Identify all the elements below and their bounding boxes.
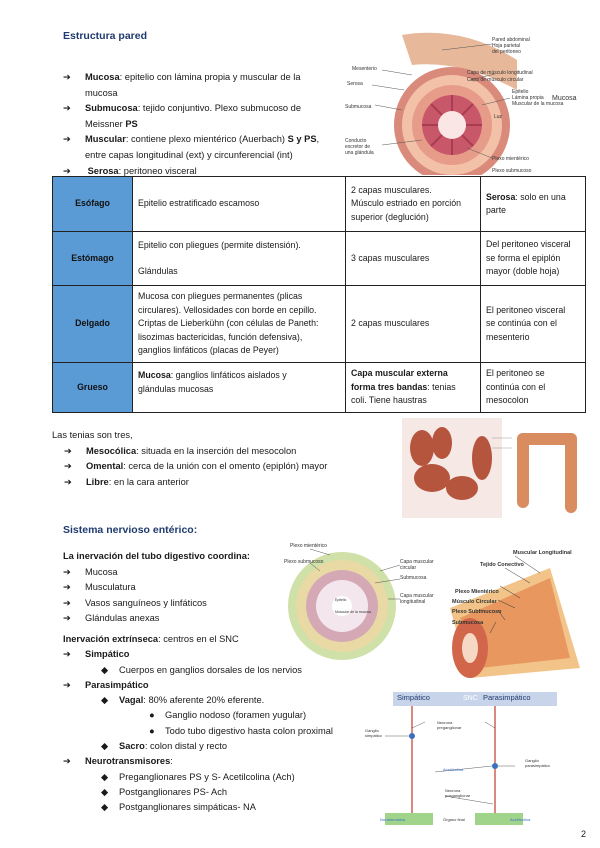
arrow-icon: ➔ [63, 566, 71, 577]
plexus-label: Submucosa [400, 575, 427, 581]
arrow-icon: ➔ [63, 103, 71, 114]
diamond-icon: ◆ [101, 695, 109, 706]
arrow-icon: ➔ [64, 461, 72, 472]
para-ganglion-dot [492, 763, 498, 769]
organ-cell: Grueso [53, 363, 133, 413]
inerv-item: ➔ Mucosa [63, 565, 363, 581]
bullet-mucosa-cont: mucosa [85, 87, 118, 98]
tenia-omental: ➔ Omental: cerca de la unión con el omento (epiplón) mayor [52, 459, 402, 475]
simp-ganglion-dot [409, 733, 415, 739]
fig1-label: Conducto [345, 138, 367, 144]
simpatico-sub: ◆ Cuerpos en ganglios dorsales de los nervios [63, 663, 363, 678]
fig1-label: Mesenterio [352, 66, 377, 72]
fig1-label: Serosa [347, 81, 363, 87]
fig1-label: Muscular de la mucosa [512, 101, 564, 107]
tube-figure [440, 548, 588, 683]
sns-label: simpático [365, 733, 382, 738]
section-title-sne: Sistema nervioso entérico: [63, 524, 198, 536]
inerv-item: ➔ Glándulas anexas [63, 611, 363, 627]
plexus-label: circular [400, 565, 417, 571]
fig1-label: Plexo submucoso [492, 168, 532, 174]
diamond-icon: ◆ [101, 786, 109, 797]
table-row-esofago [53, 177, 586, 232]
neuro-sub: ◆ Postganglionares simpáticas- NA [63, 800, 363, 815]
tube-lumen [462, 633, 478, 663]
diamond-icon: ◆ [101, 802, 109, 813]
tube-label: Tejido Conectivo [480, 562, 524, 568]
organ-cell: Esófago [53, 177, 133, 232]
sns-diagram [365, 688, 587, 828]
arrow-icon: ➔ [64, 476, 72, 487]
arrow-icon: ➔ [63, 649, 71, 660]
vagal-item: ◆ Vagal: 80% aferente 20% eferente. [63, 693, 363, 708]
arrow-icon: ➔ [63, 679, 71, 690]
organ-cell: Estómago [53, 232, 133, 286]
organ-cell: Delgado [53, 286, 133, 363]
arrow-icon: ➔ [63, 582, 71, 593]
neuro-sub: ◆ Postganglionares PS- Ach [63, 785, 363, 800]
table-cell: 3 capas musculares [346, 232, 481, 286]
plexus-label: Plexo submucoso [284, 559, 324, 565]
dot-icon: ● [149, 725, 155, 736]
fig1-label: Hoja parietal [492, 43, 521, 49]
inerv-item: ➔ Musculatura [63, 580, 363, 596]
sns-label: Neurona [445, 788, 461, 793]
extrinseca-heading: Inervación extrínseca: centros en el SNC [63, 634, 239, 644]
table-cell: El peritoneo se continúa con el mesocolon [481, 363, 586, 413]
sns-label: Ganglio [365, 728, 379, 733]
fig1-label: Epitelio [512, 89, 529, 95]
table-cell: Epitelio con pliegues (permite distensión). Glándulas [133, 232, 346, 286]
snc-label: SNC [463, 695, 478, 702]
bullet-list-estructura [63, 70, 339, 179]
table-cell: Epitelio estratificado escamoso [133, 177, 346, 232]
intestinal-wall-figure [342, 30, 587, 175]
tenias-intro: Las tenias son tres, [52, 430, 133, 440]
arrow-icon: ➔ [63, 756, 71, 767]
sns-label: posganglionar [445, 793, 471, 798]
arrow-icon: ➔ [63, 597, 71, 608]
fig1-label: Luz [494, 114, 503, 120]
table-cell: Serosa: solo en una parte [481, 177, 586, 232]
arrow-icon: ➔ [64, 445, 72, 456]
bullet-muscular: ➔ Muscular: contiene plexo mientérico (Auerbach) S y PS, [63, 132, 339, 148]
table-cell: Del peritoneo visceral se forma el epiplón mayor (doble hoja) [481, 232, 586, 286]
page-number: 2 [580, 829, 586, 839]
table-cell: 2 capas musculares [346, 286, 481, 363]
arrow-icon: ➔ [63, 613, 71, 624]
dot-icon: ● [149, 710, 155, 721]
fig1-label: Capa de músculo longitudinal [467, 70, 533, 76]
arrow-icon: ➔ [63, 134, 71, 145]
sns-label: Órgano final [443, 817, 465, 822]
lumen [438, 111, 466, 139]
table-cell: El peritoneo visceral se continúa con el mesenterio [481, 286, 586, 363]
plexus-label: Capa muscular [400, 593, 434, 599]
sns-label: preganglionar [437, 725, 462, 730]
diamond-icon: ◆ [101, 741, 109, 752]
fig1-label: Plexo mientérico [492, 156, 529, 162]
bullet-muscular-cont: entre capas longitudinal (ext) y circunferencial (int) [85, 149, 293, 160]
neuro-item: ➔ Neurotransmisores: [63, 754, 363, 769]
fig1-label: Lámina propia [512, 95, 544, 101]
plexus-label: Capa muscular [400, 559, 434, 565]
vagal-sub: ● Todo tubo digestivo hasta colon proximal [63, 724, 363, 739]
neuro-sub: ◆ Preganglionares PS y S- Acetilcolina (Ach) [63, 770, 363, 785]
sns-label: Neurona [437, 720, 453, 725]
fig1-label-mucosa: Mucosa [552, 95, 577, 102]
plexus-label: Muscular de la mucosa [335, 610, 371, 614]
arrow-icon: ➔ [63, 72, 71, 82]
sns-label: Ganglio [525, 758, 539, 763]
bullet-submucosa: ➔ Submucosa: tejido conjuntivo. Plexo submucoso de [63, 101, 339, 117]
diamond-icon: ◆ [101, 664, 109, 675]
fig1-label: excretor de [345, 144, 371, 150]
section-title-estructura: Estructura pared [63, 30, 148, 42]
table-row-grueso [53, 363, 586, 413]
inerv-item: ➔ Vasos sanguíneos y linfáticos [63, 596, 363, 612]
sns-label: Noradrenalina [380, 817, 406, 822]
plexus-label: longitudinal [400, 599, 426, 605]
sacro-item: ◆ Sacro: colon distal y recto [63, 739, 363, 754]
fig1-label: Capa de músculo circular [467, 77, 524, 83]
tenias-block [52, 428, 402, 490]
inervacion-heading: La inervación del tubo digestivo coordina: [63, 551, 250, 561]
table-cell: Mucosa con pliegues permanentes (plicas circulares). Vellosidades con borde en cepillo. Criptas de Lieberkühn (con células de Paneth: lisozimas bactericidas, función defensiva), ganglios linfáticos (placas de Peyer) [133, 286, 346, 363]
sns-label: Acetilcolina [443, 767, 464, 772]
tenia-mesocolica: ➔ Mesocólica: situada en la inserción del mesocolon [52, 444, 402, 460]
sns-label: Acetilcolina [510, 817, 531, 822]
fig1-label: una glándula [345, 150, 374, 156]
plexus-label: Epitelio [335, 598, 347, 602]
bullet-serosa: ➔ Serosa: peritoneo visceral [63, 164, 339, 180]
plexus-label: Plexo mientérico [290, 543, 327, 549]
table-row-delgado [53, 286, 586, 363]
simp-label: Simpático [397, 693, 430, 702]
comparison-table [52, 176, 586, 413]
plexus-figure [280, 541, 445, 661]
arrow-icon: ➔ [63, 165, 71, 176]
fig1-label: del peritoneo [492, 49, 521, 55]
tube-label: Plexo Subfmucoso [452, 609, 502, 615]
colon-figure [402, 418, 584, 518]
fig1-label: Submucosa [345, 104, 372, 110]
tube-label: Músculo Circular [452, 599, 497, 605]
tube-label: Muscular Longitudinal [513, 550, 572, 556]
table-cell: Mucosa: ganglios linfáticos aislados y glándulas mucosas [133, 363, 346, 413]
sns-label: parasimpático [525, 763, 550, 768]
table-row-estomago [53, 232, 586, 286]
tenia-libre: ➔ Libre: en la cara anterior [52, 475, 402, 491]
tube-label: Submucosa [452, 620, 484, 626]
table-cell: 2 capas musculares. Músculo estriado en porción superior (deglución) [346, 177, 481, 232]
para-label: Parasimpático [483, 693, 531, 702]
tube-label: Plexo Mientérico [455, 589, 499, 595]
fig1-label: Pared abdominal [492, 37, 530, 43]
bullet-submucosa-cont: Meissner PS [85, 118, 138, 129]
colon-segments-right [517, 433, 577, 513]
bullet-mucosa: ➔ Mucosa: epitelio con lámina propia y muscular de la [63, 70, 339, 86]
simpatico-item: ➔ Simpático [63, 647, 363, 662]
table-cell: Capa muscular externa forma tres bandas: tenias coli. Tiene haustras [346, 363, 481, 413]
parasimpatico-item: ➔ Parasimpático [63, 678, 363, 693]
diamond-icon: ◆ [101, 771, 109, 782]
vagal-sub: ● Ganglio nodoso (foramen yugular) [63, 708, 363, 723]
